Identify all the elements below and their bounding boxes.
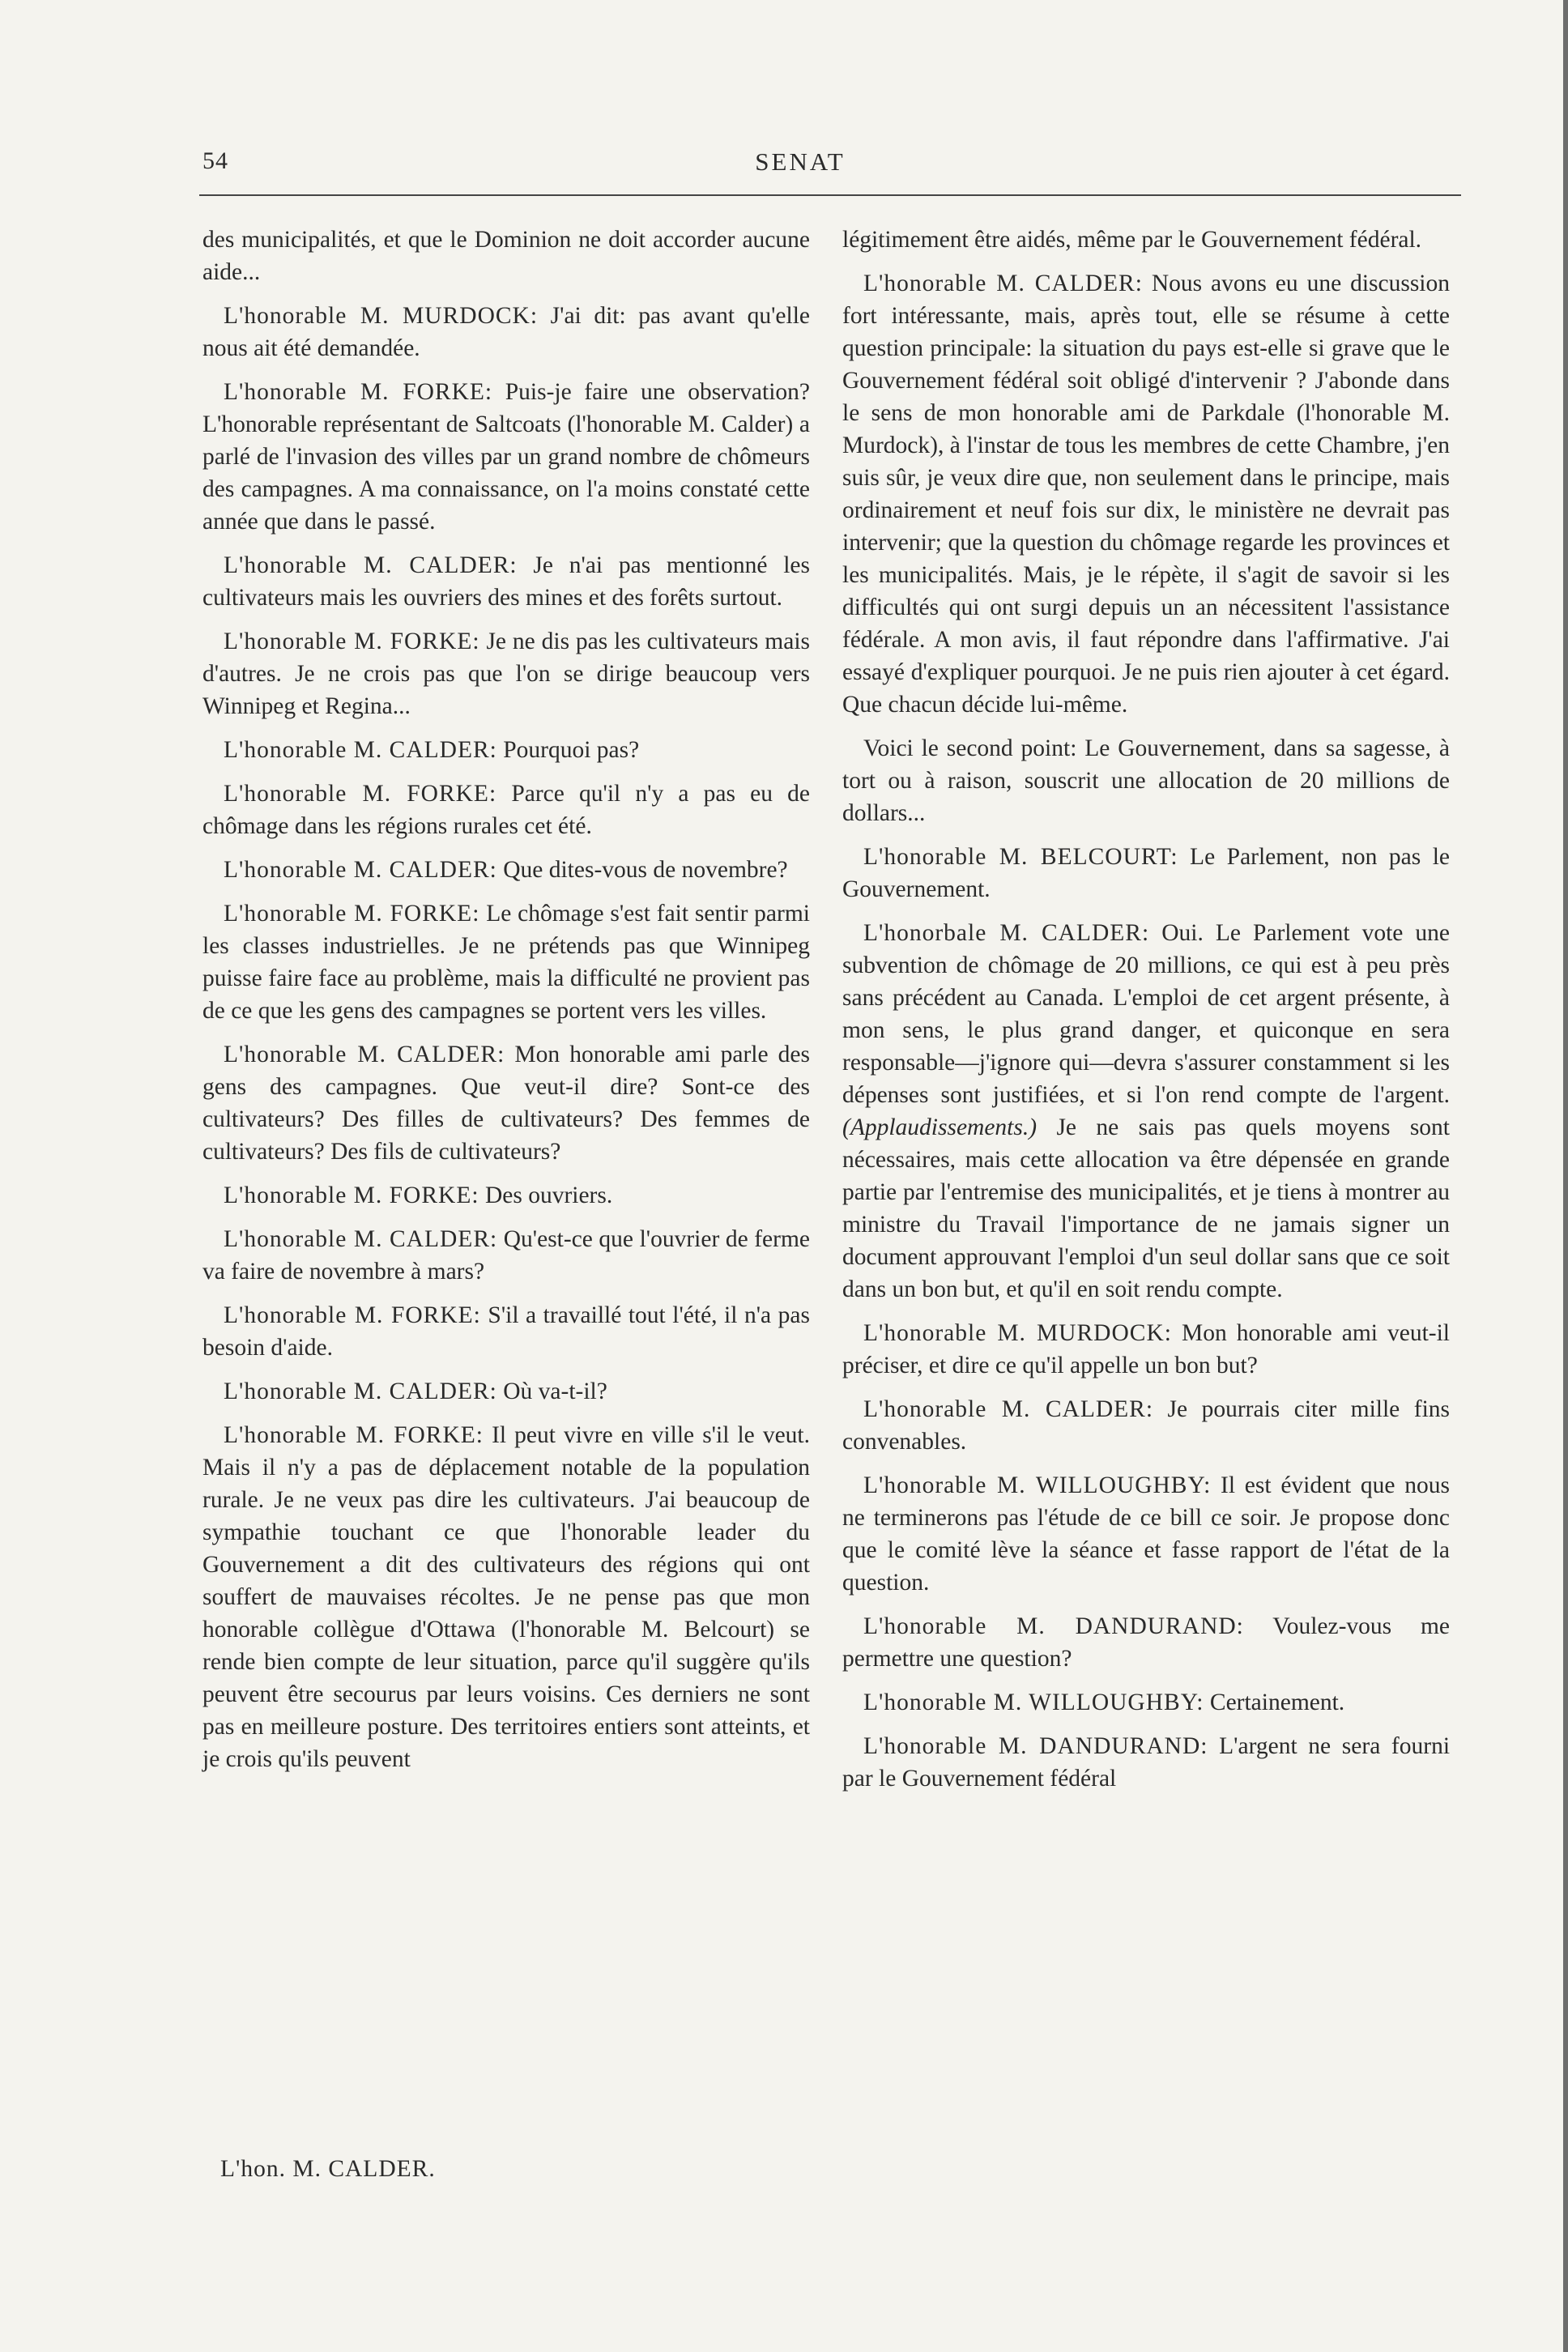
paragraph: L'honorable M. FORKE: Des ouvriers. [224, 1182, 613, 1208]
speaker: L'honorable M. CALDER: [224, 1042, 505, 1067]
paragraph: L'honorable M. CALDER: Où va-t-il? [224, 1378, 607, 1404]
page-edge-shadow [1563, 0, 1568, 2352]
paragraph: L'honorable M. BELCOURT: Le Parlement, non pas le Gouvernement. [842, 844, 1450, 902]
speaker: L'honorable M. WILLOUGHBY: [863, 1472, 1212, 1498]
paragraph: L'honorable M. CALDER: Je pourrais citer mille fins convenables. [842, 1396, 1450, 1455]
speaker: L'honorable M. FORKE: [224, 901, 480, 927]
paragraph: légitimement être aidés, même par le Gouvernement fédéral. [842, 227, 1422, 253]
speaker: L'honorable M. CALDER: [863, 271, 1143, 296]
speaker: L'honorbale M. CALDER: [863, 920, 1150, 946]
paragraph: L'honorable M. CALDER: Que dites-vous de novembre? [224, 857, 788, 883]
applause-aside: (Applaudissements.) [842, 1114, 1038, 1140]
speaker: L'honorable M. FORKE: [224, 379, 493, 405]
speaker: L'honorable M. MURDOCK: [224, 303, 539, 329]
catchword: L'hon. M. CALDER. [220, 2156, 436, 2182]
paragraph: L'honorable M. FORKE: Je ne dis pas les cultivateurs mais d'autres. Je ne crois pas que l'on se dirige beaucoup vers Winnipeg et Regina... [202, 628, 810, 719]
speaker: L'honorable M. CALDER: [224, 1378, 497, 1404]
page-number: 54 [202, 147, 228, 174]
paragraph: L'honorable M. DANDURAND: Voulez-vous me permettre une question? [842, 1613, 1451, 1672]
speaker: L'honorable M. MURDOCK: [863, 1320, 1172, 1346]
speaker: L'honorable M. CALDER: [224, 737, 497, 763]
running-title: SENAT [755, 147, 846, 176]
speaker: L'honorable M. CALDER: [224, 552, 518, 578]
paragraph: Voici le second point: Le Gouvernement, dans sa sagesse, à tort ou à raison, souscrit une allocation de 20 millions de dollars... [842, 735, 1450, 826]
header-rule [199, 194, 1461, 196]
paragraph: L'honorable M. CALDER: Nous avons eu une discussion fort intéressante, mais, après tout, elle se résume à cette question principale: la situation du pays est-elle si grave que le Gouvernement fédéral soit obligé d'intervenir ? J'abonde dans le sens de mon honorable ami de Parkdale (l'honorable M. Murdock), à l'instar de tous les membres de cette Chambre, j'en suis sûr, je veux dire que, non seulement dans le principe, mais ordinairement et neuf fois sur dix, le ministère ne devrait pas intervenir; que la question du chômage regarde les provinces et les municipalités. Mais, je le répète, il s'agit de savoir si les difficultés qui ont surgi depuis un an nécessitent l'assistance fédérale. A mon avis, il faut répondre dans l'affirmative. J'ai essayé d'expliquer pourquoi. Je ne puis rien ajouter à cet égard. Que chacun décide lui-même. [842, 271, 1451, 718]
paragraph: L'honorable M. CALDER: Pourquoi pas? [224, 737, 640, 763]
speaker: L'honorable M. CALDER: [224, 857, 497, 883]
paragraph: L'honorable M. DANDURAND: L'argent ne sera fourni par le Gouvernement fédéral [842, 1733, 1451, 1792]
speaker: L'honorable M. DANDURAND: [863, 1613, 1244, 1639]
paragraph: L'honorable M. FORKE: Il peut vivre en ville s'il le veut. Mais il n'y a pas de déplacement notable de la population rurale. Je ne veux pas dire les cultivateurs. J'ai beaucoup de sympathie touchant ce que l'honorable leader du Gouvernement a dit des cultivateurs des régions qui ont souffert de mauvaises récoltes. Je ne pense pas que mon honorable collègue d'Ottawa (l'honorable M. Belcourt) se rende bien compte de leur situation, parce qu'il suggère qu'ils peuvent être secourus par leurs voisins. Ces derniers ne sont pas en meilleure posture. Des territoires entiers sont atteints, et je crois qu'ils peuvent [202, 1422, 811, 1772]
speaker: L'honorable M. CALDER: [863, 1396, 1154, 1422]
speaker: L'honorable M. CALDER: [224, 1226, 498, 1252]
speaker: L'honorable M. FORKE: [224, 628, 480, 654]
left-column [202, 224, 810, 1787]
speaker: L'honorable M. BELCOURT: [863, 844, 1178, 870]
speaker: L'honorable M. FORKE: [224, 1182, 479, 1208]
speaker: L'honorable M. FORKE: [224, 1302, 481, 1328]
paragraph: L'honorable M. WILLOUGHBY: Certainement. [863, 1689, 1345, 1715]
paragraph: des municipalités, et que le Dominion ne doit accorder aucune aide... [202, 227, 810, 285]
speaker: L'honorable M. WILLOUGHBY: [863, 1689, 1204, 1715]
speaker: L'honorable M. FORKE: [224, 781, 497, 807]
paragraph: L'honorable M. MURDOCK: J'ai dit: pas avant qu'elle nous ait été demandée. [202, 303, 811, 361]
paragraph: L'honorable M. WILLOUGHBY: Il est évident que nous ne terminerons pas l'étude de ce bill ce soir. Je propose donc que le comité lève la séance et fasse rapport de l'état de la question. [842, 1472, 1450, 1596]
paragraph: L'honorable M. FORKE: S'il a travaillé tout l'été, il n'a pas besoin d'aide. [202, 1302, 810, 1361]
paragraph: L'honorable M. FORKE: Puis-je faire une observation? L'honorable représentant de Saltcoats (l'honorable M. Calder) a parlé de l'invasion des villes par un grand nombre de chômeurs des campagnes. A ma connaissance, on l'a moins constaté cette année que dans le passé. [202, 379, 811, 535]
speaker: L'honorable M. DANDURAND: [863, 1733, 1208, 1759]
paragraph: L'honorable M. FORKE: Parce qu'il n'y a pas eu de chômage dans les régions rurales cet été. [202, 781, 810, 839]
paragraph: L'honorbale M. CALDER: Oui. Le Parlement vote une subvention de chômage de 20 millions, ce qui est à peu près sans précédent au Canada. L'emploi de cet argent présente, à mon sens, le plus grand danger, et quiconque en sera responsable—j'ignore qui—devra s'assurer constamment si les dépenses sont justifiées, et si l'on rend compte de l'argent. (Applaudissements.) Je ne sais pas quels moyens sont nécessaires, mais cette allocation va être dépensée en grande partie par l'entremise des municipalités, et je tiens à montrer au ministre du Travail l'importance de ne jamais signer un document approuvant l'emploi d'un seul dollar sans que ce soit dans un bon but, et qu'il en soit rendu compte. [842, 920, 1451, 1302]
paragraph: L'honorable M. FORKE: Le chômage s'est fait sentir parmi les classes industrielles. Je ne prétends pas que Winnipeg puisse faire face au problème, mais la difficulté ne provient pas de ce que les gens des campagnes se portent vers les villes. [202, 901, 810, 1024]
paragraph: L'honorable M. CALDER: Je n'ai pas mentionné les cultivateurs mais les ouvriers des mines et des forêts surtout. [202, 552, 810, 611]
speaker: L'honorable M. FORKE: [224, 1422, 484, 1448]
right-column [842, 224, 1450, 1806]
paragraph: L'honorable M. CALDER: Mon honorable ami parle des gens des campagnes. Que veut-il dire? Sont-ce des cultivateurs? Des filles de cultivateurs? Des femmes de cultivateurs? Des fils de cultivateurs? [202, 1042, 811, 1165]
paragraph: L'honorable M. CALDER: Qu'est-ce que l'ouvrier de ferme va faire de novembre à mars? [202, 1226, 810, 1285]
paragraph: L'honorable M. MURDOCK: Mon honorable ami veut-il préciser, et dire ce qu'il appelle un bon but? [842, 1320, 1450, 1378]
